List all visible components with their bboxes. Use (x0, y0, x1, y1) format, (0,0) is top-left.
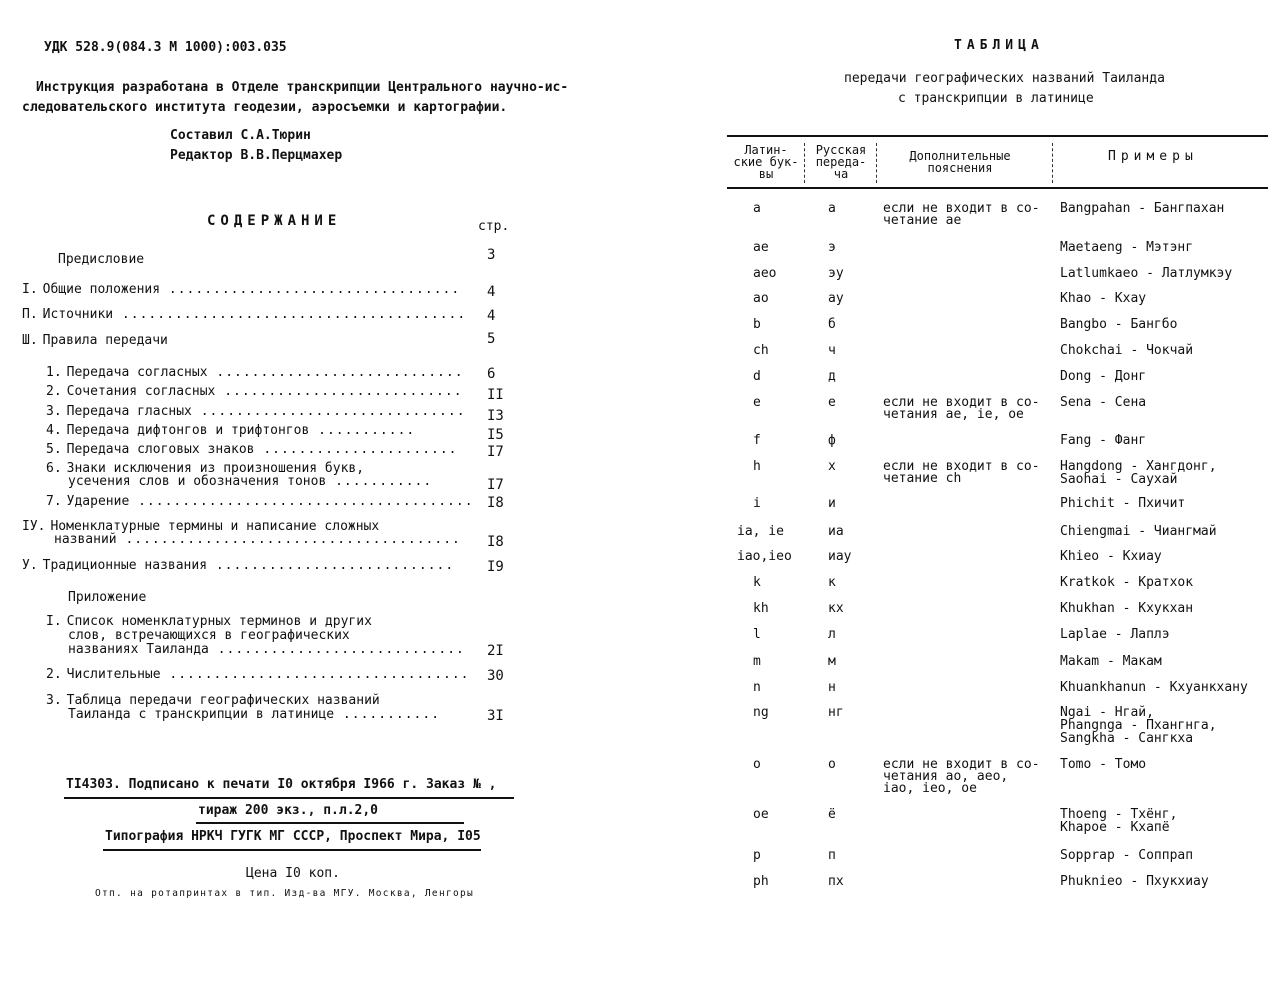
toc-entry-title: усечения слов и обозначения тонов (68, 474, 327, 489)
table-cell-latin: aeo (753, 266, 777, 281)
toc-entry-number: IУ. (22, 519, 46, 534)
toc-leader-dots: .............................. (191, 404, 466, 419)
toc-entry (46, 667, 470, 682)
toc-entry-title: Передача дифтонгов и трифтонгов (66, 423, 310, 438)
table-cell-latin: a (753, 201, 761, 216)
toc-entry (46, 494, 474, 509)
table-cell-example: Bangbo - Бангбо (1060, 317, 1178, 332)
table-cell-latin: d (753, 369, 761, 384)
table-cell-latin: l (753, 627, 761, 642)
toc-entry-title: Знаки исключения из произношения букв, (66, 461, 365, 476)
table-cell-note: если не входит в со- (883, 395, 1040, 410)
toc-entry-title: Передача гласных (66, 404, 192, 419)
table-cell-russian: д (828, 369, 836, 384)
compiler-credit: Составил С.А.Тюрин (170, 128, 311, 143)
toc-leader-dots: ...................................... (116, 532, 461, 547)
intro-line-1: Инструкция разработана в Отделе транскрипции Центрального научно-ис- (36, 80, 569, 95)
table-cell-russian: пх (828, 874, 844, 889)
table-cell-note: четание ae (883, 213, 962, 228)
imprint-line-1: ТI4303. Подписано к печати I0 октября I966 г. Заказ № , (66, 777, 497, 792)
toc-entry (22, 307, 466, 322)
table-cell-example: Khukhan - Кхукхан (1060, 601, 1194, 616)
table-cell-note: если не входит в со- (883, 459, 1040, 474)
toc-leader-dots: ........... (334, 707, 441, 722)
toc-entry (58, 252, 144, 267)
table-cell-example: Dong - Донг (1060, 369, 1147, 384)
table-cell-latin: k (753, 575, 761, 590)
table-cell-russian: ф (828, 433, 836, 448)
table-cell-russian: х (828, 459, 836, 474)
table-cell-russian: н (828, 680, 836, 695)
table-cell-russian: иау (828, 549, 852, 564)
printer-note: Отп. на ротапринтах в тип. Изд-ва МГУ. Москва, Ленгоры (95, 888, 475, 899)
table-cell-example: Kratkok - Кратхок (1060, 575, 1194, 590)
toc-entry-number: 5. (46, 442, 62, 457)
table-cell-note: четания ao, aeo, (883, 769, 1009, 784)
toc-entry (22, 558, 454, 573)
toc-entry (46, 365, 464, 380)
table-cell-example: Phichit - Пхичит (1060, 496, 1186, 511)
table-cell-russian: ч (828, 343, 836, 358)
toc-entry-number: 4. (46, 423, 62, 438)
toc-page-number: 3 (487, 247, 496, 263)
table-cell-example: Chiengmai - Чиангмай (1060, 524, 1217, 539)
header-divider-1 (804, 143, 805, 183)
toc-page-number: I7 (487, 477, 504, 493)
table-cell-note: четания ae, ie, oe (883, 407, 1024, 422)
table-cell-example: Bangpahan - Бангпахан (1060, 201, 1225, 216)
table-cell-russian: нг (828, 705, 844, 720)
toc-page-number: 4 (487, 284, 496, 300)
table-cell-example: Tomo - Томо (1060, 757, 1147, 772)
table-cell-russian: ау (828, 291, 844, 306)
table-cell-example: Latlumkaeo - Латлумкэу (1060, 266, 1233, 281)
table-cell-example: Phangnga - Пхангнга, (1060, 718, 1217, 733)
toc-entry (46, 384, 463, 399)
toc-leader-dots: ........................... (215, 384, 463, 399)
toc-entry-title: Предисловие (58, 252, 145, 267)
toc-page-number: II (487, 387, 504, 403)
toc-entry-title: Ударение (66, 494, 130, 509)
toc-entry (68, 474, 432, 489)
table-cell-latin: ch (753, 343, 769, 358)
toc-entry-number: 3. (46, 404, 62, 419)
table-cell-latin: oe (753, 807, 769, 822)
header-notes: Дополнительные пояснения (909, 149, 1011, 175)
toc-page-number: I9 (487, 559, 504, 575)
toc-entry-title: Список номенклатурных терминов и других (66, 614, 372, 629)
toc-page-number: 6 (487, 366, 496, 382)
table-top-rule (727, 135, 1268, 137)
toc-entry (68, 628, 350, 643)
toc-leader-dots: .................................. (160, 667, 470, 682)
table-cell-latin: ia, ie (737, 524, 784, 539)
table-cell-example: Laplae - Лаплэ (1060, 627, 1170, 642)
toc-page-number: 4 (487, 308, 496, 324)
table-cell-example: Hangdong - Хангдонг, (1060, 459, 1217, 474)
toc-leader-dots: ................................. (160, 282, 461, 297)
table-cell-russian: п (828, 848, 836, 863)
toc-entry (54, 532, 461, 547)
toc-entry-number: 6. (46, 461, 62, 476)
toc-entry-number: 2. (46, 667, 62, 682)
table-cell-example: Ngai - Нгай, (1060, 705, 1154, 720)
imprint-rule-3 (103, 849, 481, 851)
table-cell-latin: e (753, 395, 761, 410)
toc-entry (68, 642, 465, 657)
toc-leader-dots: ........... (309, 423, 416, 438)
intro-line-2: следовательского института геодезии, аэросъемки и картографии. (22, 100, 508, 115)
table-cell-example: Phuknieo - Пхукхиау (1060, 874, 1209, 889)
toc-leader-dots: ........... (326, 474, 433, 489)
toc-entry (22, 333, 168, 348)
toc-page-number: 3I (487, 708, 504, 724)
toc-entry (46, 404, 466, 419)
table-cell-latin: ng (753, 705, 769, 720)
toc-page-number: I8 (487, 495, 504, 511)
table-cell-example: Fang - Фанг (1060, 433, 1147, 448)
toc-entry-title: Общие положения (42, 282, 161, 297)
toc-entry (46, 614, 372, 629)
table-cell-example: Khapoe - Кхапё (1060, 820, 1170, 835)
toc-entry (46, 693, 380, 708)
toc-page-number: I5 (487, 427, 504, 443)
table-cell-example: Chokchai - Чокчай (1060, 343, 1194, 358)
table-cell-russian: а (828, 201, 836, 216)
toc-page-number: I8 (487, 534, 504, 550)
header-latin: Латин- ские бук- вы (733, 143, 799, 181)
table-cell-example: Sopprap - Соппрап (1060, 848, 1194, 863)
toc-entry-title: Таиланда с транскрипции в латинице (68, 707, 335, 722)
table-cell-russian: о (828, 757, 836, 772)
toc-entry-number: 1. (46, 365, 62, 380)
toc-entry-title: Передача слоговых знаков (66, 442, 255, 457)
toc-page-number: I3 (487, 408, 504, 424)
table-cell-latin: ae (753, 240, 769, 255)
table-subtitle-2: с транскрипции в латинице (898, 91, 1094, 106)
toc-entry-title: слов, встречающихся в географических (68, 628, 350, 643)
table-cell-note: iao, ieo, oe (883, 781, 977, 796)
toc-entry-title: Сочетания согласных (66, 384, 216, 399)
imprint-line-2: тираж 200 экз., п.л.2,0 (198, 803, 379, 818)
contents-title: СОДЕРЖАНИЕ (207, 213, 342, 229)
toc-leader-dots: ........................... (207, 558, 455, 573)
table-cell-example: Sangkha - Сангкха (1060, 731, 1194, 746)
table-cell-russian: б (828, 317, 836, 332)
toc-entry (22, 282, 460, 297)
table-title: ТАБЛИЦА (954, 38, 1044, 53)
header-examples: Примеры (1108, 149, 1198, 164)
table-cell-latin: n (753, 680, 761, 695)
table-cell-russian: к (828, 575, 836, 590)
table-cell-latin: p (753, 848, 761, 863)
toc-page-number: 5 (487, 331, 496, 347)
table-cell-example: Thoeng - Тхёнг, (1060, 807, 1178, 822)
toc-entry-number: 3. (46, 693, 62, 708)
toc-entry-title: Передача согласных (66, 365, 208, 380)
table-cell-example: Sena - Сена (1060, 395, 1147, 410)
table-cell-example: Khao - Кхау (1060, 291, 1147, 306)
table-cell-russian: е (828, 395, 836, 410)
toc-entry-number: I. (22, 282, 38, 297)
table-cell-note: если не входит в со- (883, 757, 1040, 772)
imprint-line-3: Типография НРКЧ ГУГК МГ СССР, Проспект Мира, I05 (105, 829, 481, 844)
toc-entry-title: Числительные (66, 667, 161, 682)
toc-entry (46, 423, 415, 438)
table-cell-russian: и (828, 496, 836, 511)
toc-page-number: 2I (487, 643, 504, 659)
toc-entry-number: 7. (46, 494, 62, 509)
table-cell-example: Khuankhanun - Кхуанкхану (1060, 680, 1248, 695)
page-column-label: стр. (478, 219, 510, 234)
table-header-rule (727, 187, 1268, 189)
toc-entry-title: Традиционные названия (42, 558, 208, 573)
table-cell-russian: кх (828, 601, 844, 616)
toc-entry (46, 442, 458, 457)
imprint-rule-2 (196, 822, 464, 824)
toc-page-number: 30 (487, 668, 504, 684)
table-subtitle-1: передачи географических названий Таиланда (844, 71, 1165, 86)
toc-entry-number: 2. (46, 384, 62, 399)
table-cell-russian: э (828, 240, 836, 255)
table-cell-russian: иа (828, 524, 844, 539)
toc-entry-number: Ш. (22, 333, 38, 348)
toc-entry-number: П. (22, 307, 38, 322)
toc-entry-number: I. (46, 614, 62, 629)
toc-entry-number: У. (22, 558, 38, 573)
toc-leader-dots: ....................................... (113, 307, 467, 322)
table-cell-latin: b (753, 317, 761, 332)
toc-entry (68, 590, 146, 605)
right-page (640, 0, 1280, 1007)
header-divider-2 (876, 143, 877, 183)
table-cell-latin: iao,ieo (737, 549, 792, 564)
toc-page-number: I7 (487, 444, 504, 460)
table-cell-latin: kh (753, 601, 769, 616)
header-russian: Русская переда- ча (815, 143, 867, 181)
toc-entry-title: Номенклатурные термины и написание сложных (50, 519, 380, 534)
table-cell-note: если не входит в со- (883, 201, 1040, 216)
table-cell-russian: ё (828, 807, 836, 822)
toc-leader-dots: ...................... (254, 442, 458, 457)
table-cell-example: Makam - Макам (1060, 654, 1162, 669)
table-cell-latin: i (753, 496, 761, 511)
toc-leader-dots: ............................ (208, 642, 465, 657)
table-cell-note: четание ch (883, 471, 962, 486)
toc-entry (68, 707, 440, 722)
toc-leader-dots: ...................................... (129, 494, 474, 509)
table-cell-latin: m (753, 654, 761, 669)
table-cell-latin: f (753, 433, 761, 448)
toc-entry-title: Источники (42, 307, 114, 322)
table-cell-example: Saohai - Саухай (1060, 472, 1178, 487)
header-divider-3 (1052, 143, 1053, 183)
udk-code: УДК 528.9(084.3 М 1000):003.035 (44, 40, 287, 55)
toc-leader-dots: ............................ (207, 365, 464, 380)
table-cell-latin: o (753, 757, 761, 772)
table-cell-russian: л (828, 627, 836, 642)
imprint-rule-1 (64, 797, 514, 799)
table-cell-example: Maetaeng - Мэтэнг (1060, 240, 1194, 255)
table-cell-latin: ao (753, 291, 769, 306)
table-cell-russian: м (828, 654, 836, 669)
editor-credit: Редактор В.В.Перцмахер (170, 148, 343, 163)
toc-entry-title: названий (54, 532, 117, 547)
toc-entry-title: названиях Таиланда (68, 642, 209, 657)
toc-entry-title: Правила передачи (42, 333, 168, 348)
price: Цена I0 коп. (246, 866, 340, 881)
table-cell-example: Khieo - Кхиау (1060, 549, 1162, 564)
table-cell-latin: ph (753, 874, 769, 889)
toc-entry-title: Таблица передачи географических названий (66, 693, 380, 708)
table-cell-russian: эу (828, 266, 844, 281)
table-cell-latin: h (753, 459, 761, 474)
toc-entry-title: Приложение (68, 590, 147, 605)
